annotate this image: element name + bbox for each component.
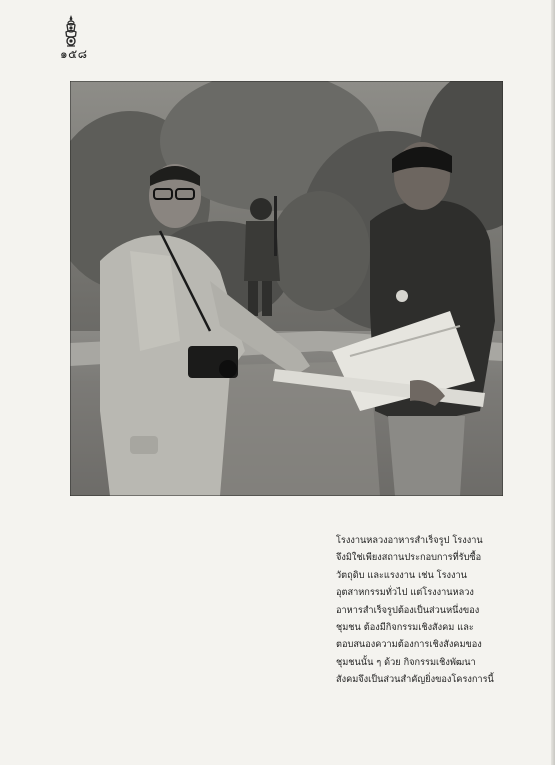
- caption-line: ชุมชนนั้น ๆ ด้วย กิจกรรมเชิงพัฒนา: [336, 656, 476, 668]
- caption-line: อุตสาหกรรมทั่วไป แต่โรงงานหลวง: [336, 587, 474, 599]
- scan-edge: [551, 0, 555, 765]
- photo-caption: [336, 532, 512, 689]
- caption-line: ชุมชน ต้องมีกิจกรรมเชิงสังคม และ: [336, 622, 474, 634]
- royal-emblem-icon: [63, 14, 79, 48]
- caption-line: จึงมิใช่เพียงสถานประกอบการที่รับซื้อ: [336, 552, 482, 564]
- caption-line: โรงงานหลวงอาหารสำเร็จรูป โรงงาน: [336, 535, 483, 546]
- caption-line: ตอบสนองความต้องการเชิงสังคมของ: [336, 639, 482, 651]
- caption-line: วัตถุดิบ และแรงงาน เช่น โรงงาน: [336, 569, 467, 581]
- page-number: ๑๕๘: [60, 47, 88, 61]
- caption-line: อาหารสำเร็จรูปต้องเป็นส่วนหนึ่งของ: [336, 604, 480, 616]
- photograph: [70, 81, 503, 496]
- caption-line: สังคมจึงเป็นส่วนสำคัญยิ่งของโครงการนี้: [336, 674, 494, 686]
